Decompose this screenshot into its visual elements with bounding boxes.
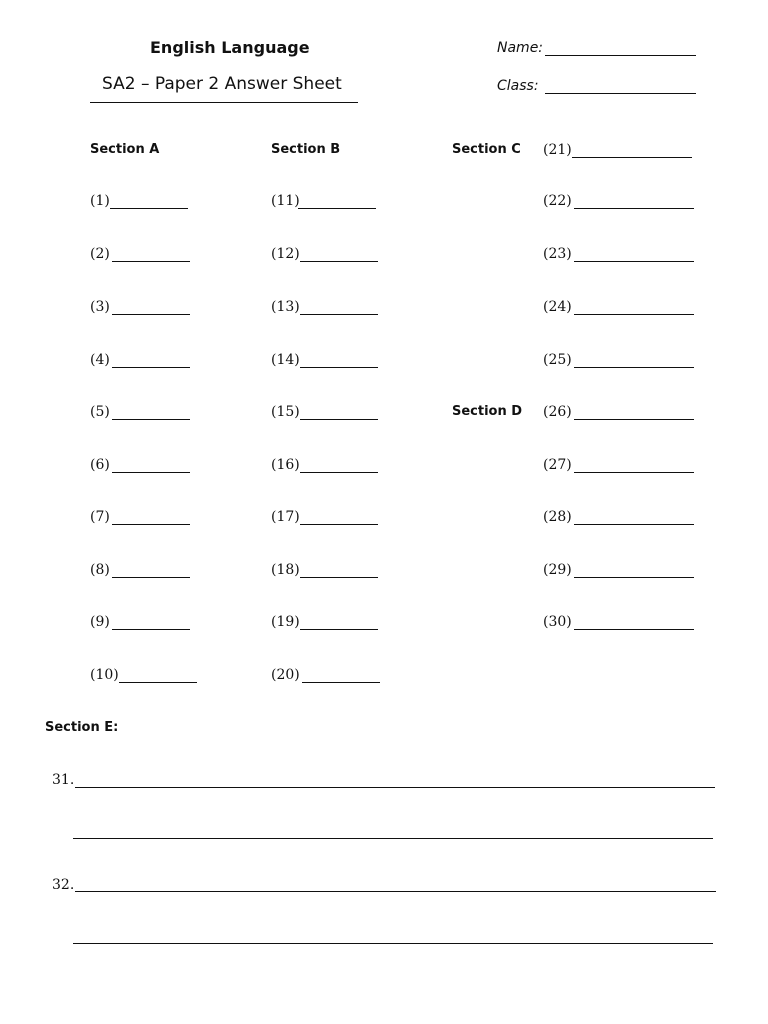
question-number: (7) (90, 509, 110, 525)
answer-blank[interactable] (112, 577, 190, 578)
question-number: (30) (543, 614, 572, 630)
answer-blank[interactable] (300, 629, 378, 630)
answer-blank[interactable] (574, 208, 694, 209)
section-d-label: Section D (452, 404, 523, 419)
answer-blank[interactable] (574, 419, 694, 420)
class-label: Class: (497, 78, 539, 94)
answer-blank[interactable] (112, 629, 190, 630)
question-number: (6) (90, 457, 110, 473)
question-number: (26) (543, 404, 572, 420)
question-number: (23) (543, 246, 572, 262)
question-number: (19) (271, 614, 300, 630)
section-a-label: Section A (90, 142, 160, 157)
answer-blank[interactable] (300, 577, 378, 578)
question-number: (29) (543, 562, 572, 578)
question-number: (18) (271, 562, 300, 578)
answer-blank[interactable] (574, 314, 694, 315)
question-number: (22) (543, 193, 572, 209)
question-number-31: 31. (52, 772, 75, 788)
question-number: (16) (271, 457, 300, 473)
question-number: (13) (271, 299, 300, 315)
question-number: (9) (90, 614, 110, 630)
answer-blank[interactable] (110, 208, 188, 209)
question-number: (10) (90, 667, 119, 683)
question-number: (21) (543, 142, 572, 158)
answer-blank[interactable] (574, 577, 694, 578)
question-number: (4) (90, 352, 110, 368)
answer-32-line-2[interactable] (73, 943, 713, 944)
answer-blank[interactable] (300, 314, 378, 315)
answer-blank[interactable] (112, 472, 190, 473)
answer-blank[interactable] (298, 208, 376, 209)
question-number: (3) (90, 299, 110, 315)
question-number: (24) (543, 299, 572, 315)
question-number: (15) (271, 404, 300, 420)
question-number: (8) (90, 562, 110, 578)
answer-blank[interactable] (112, 314, 190, 315)
page-subtitle: SA2 – Paper 2 Answer Sheet (102, 74, 342, 94)
answer-blank[interactable] (574, 261, 694, 262)
question-number: (20) (271, 667, 300, 683)
answer-blank[interactable] (112, 524, 190, 525)
question-number-32: 32. (52, 877, 75, 893)
answer-blank[interactable] (300, 367, 378, 368)
answer-31-line-2[interactable] (73, 838, 713, 839)
name-field[interactable] (545, 55, 696, 56)
answer-blank[interactable] (574, 367, 694, 368)
question-number: (17) (271, 509, 300, 525)
section-c-label: Section C (452, 142, 521, 157)
answer-blank[interactable] (112, 261, 190, 262)
answer-blank[interactable] (572, 157, 692, 158)
question-number: (28) (543, 509, 572, 525)
answer-blank[interactable] (300, 472, 378, 473)
answer-blank[interactable] (300, 419, 378, 420)
subtitle-underline (90, 102, 358, 103)
name-label: Name: (497, 40, 544, 56)
question-number: (25) (543, 352, 572, 368)
page-title: English Language (150, 38, 310, 57)
answer-31-line-1[interactable] (75, 787, 715, 788)
answer-blank[interactable] (112, 419, 190, 420)
answer-blank[interactable] (302, 682, 380, 683)
question-number: (1) (90, 193, 110, 209)
answer-blank[interactable] (119, 682, 197, 683)
question-number: (2) (90, 246, 110, 262)
answer-blank[interactable] (300, 524, 378, 525)
question-number: (5) (90, 404, 110, 420)
class-field[interactable] (545, 93, 696, 94)
section-b-label: Section B (271, 142, 341, 157)
question-number: (11) (271, 193, 300, 209)
answer-blank[interactable] (112, 367, 190, 368)
answer-32-line-1[interactable] (75, 891, 716, 892)
question-number: (27) (543, 457, 572, 473)
answer-blank[interactable] (300, 261, 378, 262)
question-number: (14) (271, 352, 300, 368)
answer-blank[interactable] (574, 472, 694, 473)
answer-blank[interactable] (574, 629, 694, 630)
answer-blank[interactable] (574, 524, 694, 525)
question-number: (12) (271, 246, 300, 262)
section-e-label: Section E: (45, 720, 119, 735)
